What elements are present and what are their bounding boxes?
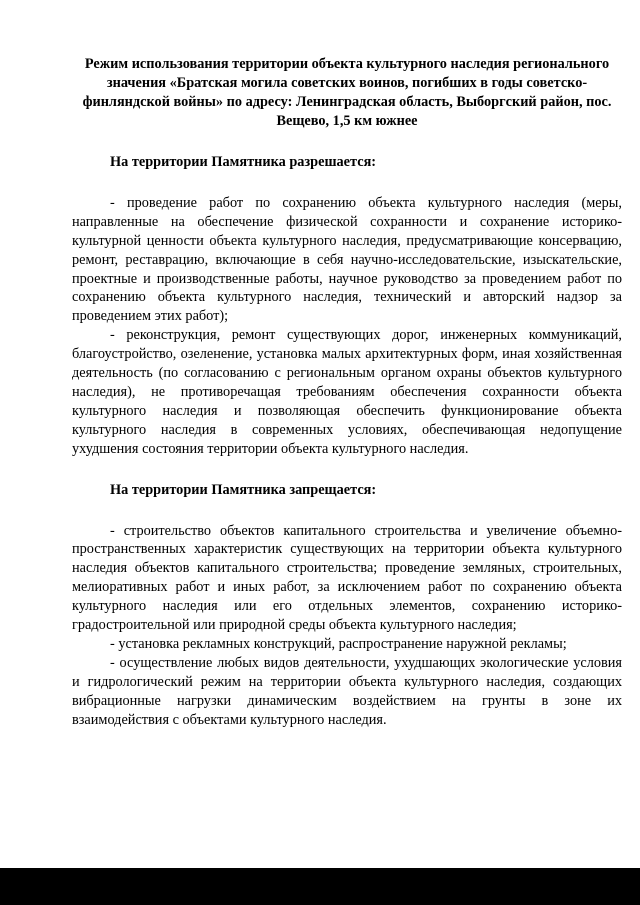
allowed-paragraph-2: - реконструкция, ремонт существующих дорог, инженерных коммуникаций, благоустройство, озеленение, установка малых архитектурных форм, иная хозяйственная деятельность (по согласованию с региональным органом охраны объектов культурного наследия), не противоречащая требованиям обеспечения сохранности объекта культурного наследия и позволяющая обеспечить функционирование объекта культурного наследия в современных условиях, обеспечивающая недопущение ухудшения состояния территории объекта культурного наследия. (72, 327, 622, 457)
prohibited-paragraph-2: - установка рекламных конструкций, распространение наружной рекламы; (110, 635, 567, 652)
prohibited-paragraph-1: - строительство объектов капитального строительства и увеличение объемно-пространственных характеристик существующих на территории объекта культурного наследия объектов капитального строительства; проведение земляных, строительных, мелиоративных работ и иных работ, за исключением работ по сохранению объекта культурного наследия или его отдельных элементов, сохранению историко-градостроительной или природной среды объекта культурного наследия; (72, 522, 622, 634)
bottom-black-band (0, 868, 640, 905)
section-heading-allowed: На территории Памятника разрешается: (110, 154, 377, 170)
document-title: Режим использования территории объекта культурного наследия регионального значения «Братская могила советских воинов, погибших в годы советско-финляндской войны» по адресу: Ленинградская область, Выборгский район, пос. Вещево, 1,5 км южнее (82, 56, 612, 129)
prohibited-paragraph-3: - осуществление любых видов деятельности, ухудшающих экологические условия и гидрологический режим на территории объекта культурного наследия, создающих вибрационные нагрузки динамическим воздействием на грунты в зоне их взаимодействия с объектами культурного наследия. (72, 654, 622, 728)
section-heading-prohibited: На территории Памятника запрещается: (110, 481, 377, 498)
allowed-paragraph-1: - проведение работ по сохранению объекта культурного наследия (меры, направленные на обеспечение физической сохранности и сохранение историко-культурной ценности объекта культурного наследия, предусматривающие консервацию, ремонт, реставрацию, включающие в себя научно-исследовательские, изыскательские, проектные и производственные работы, научное руководство за проведением работ по сохранению объекта культурного наследия, технический и авторский надзор за проведением этих работ); (72, 194, 622, 325)
document-content (72, 55, 622, 729)
